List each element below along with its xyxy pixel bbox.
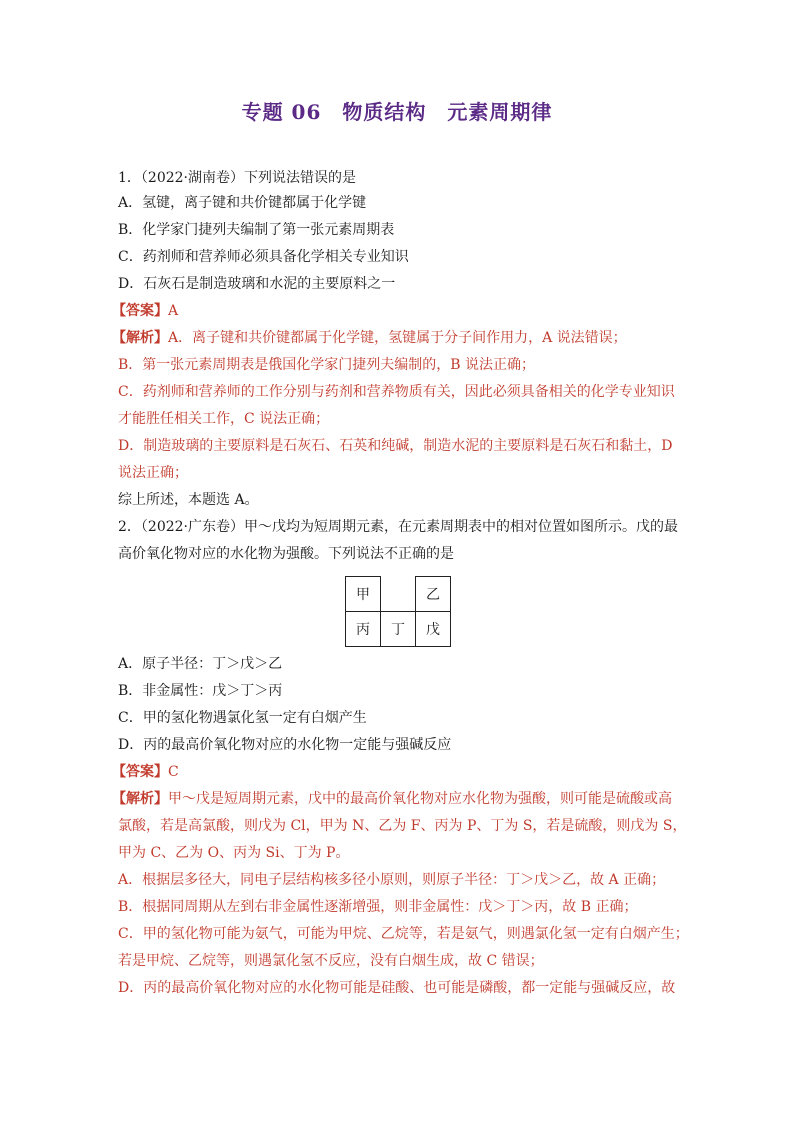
table-cell: 戊 [416,612,451,647]
answer-value: A [168,303,179,319]
q2-analysis-line: D．丙的最高价氧化物对应的水化物可能是硅酸、也可能是磷酸，都一定能与强碱反应，故 [118,980,676,996]
table-cell-empty [381,577,416,612]
q2-analysis-line: 若是甲烷、乙烷等，则遇氯化氢不反应，没有白烟生成，故 C 错误； [118,953,544,969]
q2-option-d: D．丙的最高价氧化物对应的水化物一定能与强碱反应 [118,737,452,753]
answer-tag: 【答案】 [112,764,168,780]
q1-analysis-line [112,328,627,348]
q1-analysis-line: 才能胜任相关工作，C 说法正确； [118,411,330,427]
q1-option-d: D．石灰石是制造玻璃和水泥的主要原料之一 [118,276,396,292]
q1-answer [112,301,178,321]
q1-analysis-line: 说法正确； [118,465,188,481]
answer-tag: 【答案】 [112,303,168,319]
q2-stem-line: 高价氧化物对应的水化物为强酸。下列说法不正确的是 [118,546,454,562]
q1-analysis-line: C．药剂师和营养师的工作分别与药剂和营养物质有关，因此必须具备相关的化学专业知识 [118,384,675,400]
table-cell: 丙 [346,612,381,647]
q1-option-b: B．化学家门捷列夫编制了第一张元素周期表 [118,222,395,238]
table-row [346,577,451,612]
q1-summary: 综上所述，本题选 A。 [118,492,259,508]
q1-analysis-line: B．第一张元素周期表是俄国化学家门捷列夫编制的，B 说法正确； [118,357,536,373]
answer-value: C [168,764,179,780]
q2-answer [112,762,179,782]
table-cell: 丁 [381,612,416,647]
q2-analysis-line: A．根据层多径大，同电子层结构核多径小原则，则原子半径：丁＞戊＞乙，故 A 正确； [118,872,666,888]
periodic-position-table [345,576,451,647]
table-cell: 甲 [346,577,381,612]
q2-analysis-line: C．甲的氢化物可能为氨气，可能为甲烷、乙烷等，若是氨气，则遇氯化氢一定有白烟产生； [118,926,689,942]
q2-option-c: C．甲的氢化物遇氯化氢一定有白烟产生 [118,710,367,726]
q1-stem: 1．（2022·湖南卷）下列说法错误的是 [118,170,356,186]
table-row [346,612,451,647]
analysis-text: 甲～戊是短周期元素，戊中的最高价氧化物对应水化物为强酸，则可能是硫酸或高 [168,791,672,807]
page-title: 专题 06 物质结构 元素周期律 [241,100,553,124]
q2-analysis-line [112,789,672,809]
q1-analysis-line: D．制造玻璃的主要原料是石灰石、石英和纯碱，制造水泥的主要原料是石灰石和黏土，D [118,438,673,454]
q2-option-a: A．原子半径：丁＞戊＞乙 [118,656,283,672]
q2-option-b: B．非金属性：戊＞丁＞丙 [118,683,283,699]
analysis-tag: 【解析】 [112,330,168,346]
q2-analysis-line: 甲为 C、乙为 O、丙为 Si、丁为 P。 [118,845,350,861]
analysis-text: A．离子键和共价键都属于化学键，氢键属于分子间作用力，A 说法错误； [168,330,627,346]
q2-analysis-line: B．根据同周期从左到右非金属性逐渐增强，则非金属性：戊＞丁＞丙，故 B 正确； [118,899,638,915]
table-cell: 乙 [416,577,451,612]
q1-option-a: A．氢键，离子键和共价键都属于化学键 [118,195,367,211]
q2-stem-line: 2．（2022·广东卷）甲～戊均为短周期元素，在元素周期表中的相对位置如图所示。戊的最 [118,519,678,535]
analysis-tag: 【解析】 [112,791,168,807]
q1-option-c: C．药剂师和营养师必须具备化学相关专业知识 [118,249,409,265]
q2-analysis-line: 氯酸，若是高氯酸，则戊为 Cl，甲为 N、乙为 F、丙为 P、丁为 S，若是硫酸，则戊为 S， [118,818,687,834]
